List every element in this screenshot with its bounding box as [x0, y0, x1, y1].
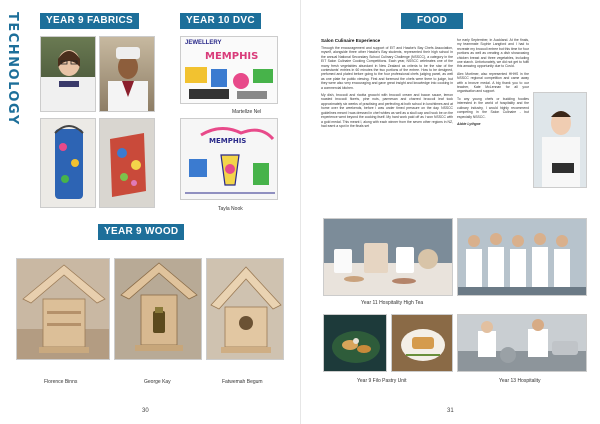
- fabrics-student-photo-2: [99, 36, 155, 112]
- hospitality-students-photo: [457, 218, 587, 296]
- article-paragraph-3: for early September, in Auckland. At the finals, my teammate Sophie Langford and I had to recreate my broccoli entree but this time for four portions as well as creating a dish showcasing chicken breast and three vegetables, including one starch. Unfortunately, we did not get to fulfil this amazing opportunity due to Covid.: [457, 38, 529, 69]
- article-paragraph-4: Alex Mortimer, also represented HHHS in the NSSCC regional competition and came away with a bronze medal. A big thank you to our teacher, Kate McLennan for all your organisation and support.: [457, 71, 529, 94]
- dvc-poster-1: [180, 36, 278, 104]
- dvc-caption-1: Martellze Nel: [232, 109, 262, 115]
- wood-caption-1: Florence Binns: [44, 379, 78, 385]
- wood-birdhouse-photo-2: [114, 258, 202, 360]
- fabrics-student-photo-1: [40, 36, 96, 112]
- page-number-left: 30: [142, 408, 149, 414]
- high-tea-photo: [323, 218, 453, 296]
- wood-caption-3: Fatwemah Begum: [222, 379, 263, 385]
- pastry-photo-1: [323, 314, 387, 372]
- chef-portrait-photo: [533, 92, 587, 188]
- year13-caption: Year 13 Hospitality: [499, 378, 541, 384]
- article-paragraph-5: To any young chefs or budding foodies interested in the world of hospitality and the culinary industry, I would highly recommend competing in the Salon Culinaire - but especially NSSCC.: [457, 96, 529, 119]
- dvc-caption-2: Tayla Nook: [218, 206, 243, 212]
- food-heading: FOOD: [401, 13, 463, 29]
- article-signature: Abbie Lythgoe: [457, 121, 481, 126]
- page-number-right: 31: [447, 408, 454, 414]
- fabrics-heading: YEAR 9 FABRICS: [40, 13, 139, 29]
- right-page: [300, 0, 600, 424]
- poster-heading-text: JEWELLERY: [185, 40, 222, 46]
- article-column-2: [457, 38, 529, 212]
- wood-caption-2: George Kay: [144, 379, 171, 385]
- svg-text:MEMPHIS: MEMPHIS: [209, 137, 247, 145]
- year13-hospitality-photo: [457, 314, 587, 372]
- dvc-poster-2: [180, 118, 278, 200]
- pastry-photo-2: [391, 314, 453, 372]
- article-paragraph-1: Through the encouragement and support of EIT and Hawke's Bay Chefs Association, myself, alongside three other Hawke's Bay students, represented their high school in the annual National Secondary School Culinary Challenge (NSSCC), a category in the EIT Salon Culinaire Cooking Competitions. Each year, NSSCC celebrates one of the many fresh vegetables abundant in New Zealand as criteria to be the star of the contestants' entries in 60 minutes the two portions of the entree. How to be designed, prefomed and plated before going to the four professional chefs judging panel, as well as one plate for public viewing. First and foremost the chefs were there to judge, but they were also very encouraging and gave great insight and knowledge into cooking in a commercial kitchen.: [321, 46, 453, 90]
- pastry-caption: Year 9 Filo Pastry Unit: [357, 378, 407, 384]
- fabrics-item-photo-2: [99, 118, 155, 208]
- wood-birdhouse-photo-3: [206, 258, 284, 360]
- wood-birdhouse-photo-1: [16, 258, 110, 360]
- poster-sub-text: MEMPHIS: [205, 51, 259, 62]
- article-column-1: [321, 38, 453, 212]
- article-paragraph-2: My dish, broccoli and ricotta gnocchi with broccoli cream and bacon sauce, lemon roasted broccoli florets, pine nuts, parmesan and charred broccoli leaf took approximately six weeks of practising and perfecting at both school in lunchtimes and at home over the weekends, before I was under timed pressure on the day. NSSCC guidelines meant I was dressed in chef whites as well as a skull cap and hook be on the experience went beyond the cooking itself. My hard work paid off as I won NSSCC with a gold medal. This meant I, along with each winner from the seven other regions in NZ, had earnt a spot in the finals set: [321, 93, 453, 128]
- wood-heading: YEAR 9 WOOD: [98, 224, 184, 240]
- dvc-heading: YEAR 10 DVC: [180, 13, 261, 29]
- technology-vertical-title: TECHNOLOGY: [5, 12, 20, 126]
- article-heading: Salon Culinaire Experience: [321, 38, 381, 43]
- high-tea-caption: Year 11 Hospitality High Tea: [361, 300, 424, 306]
- fabrics-item-photo-1: [40, 118, 96, 208]
